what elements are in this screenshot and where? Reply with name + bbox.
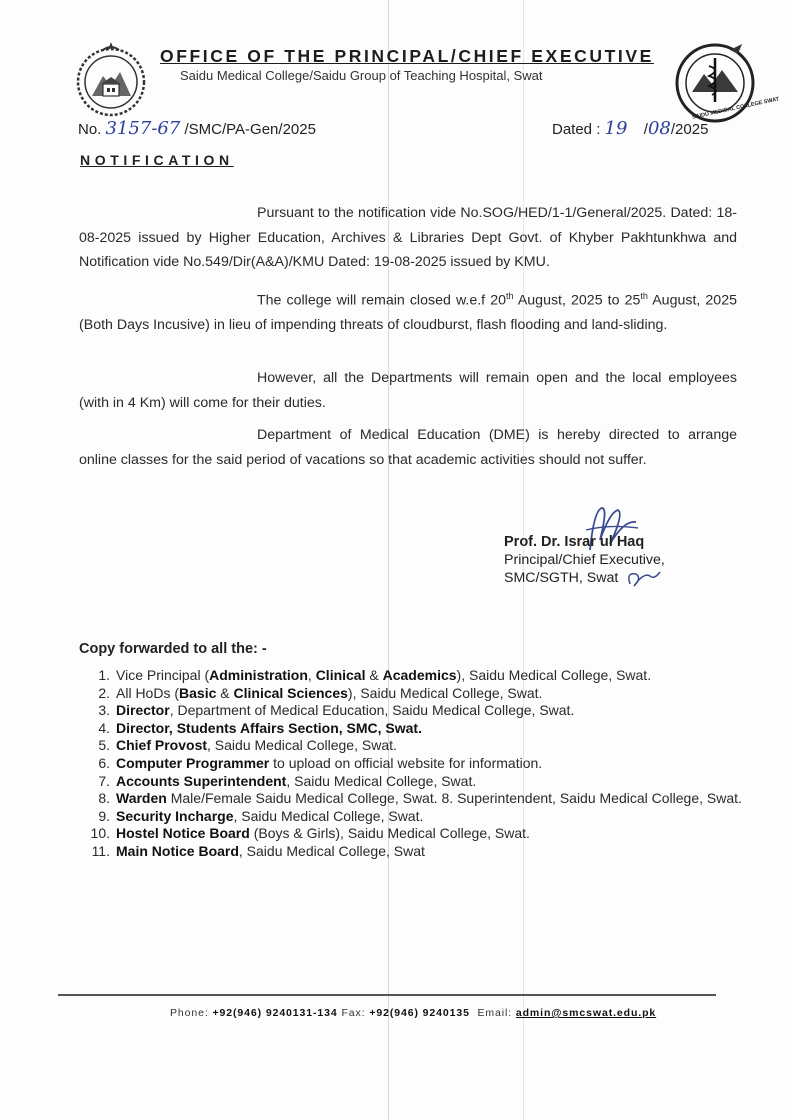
college-seal-icon <box>672 40 780 126</box>
copy-list-number: 1. <box>98 667 110 683</box>
copy-list-bold-text: Basic <box>179 684 217 701</box>
copy-list-item <box>84 825 744 843</box>
copy-list-number: 3. <box>98 702 110 719</box>
fax-number: +92(946) 9240135 <box>369 1007 470 1019</box>
copy-list-plain-text: & <box>216 684 234 701</box>
copy-forwarded-list <box>84 667 744 861</box>
paragraph-dme <box>79 423 737 472</box>
copy-list-number: 8. <box>98 790 110 807</box>
reference-number <box>78 118 316 139</box>
copy-list-item <box>84 685 744 703</box>
copy-list-item <box>84 702 744 720</box>
kpk-emblem-icon <box>70 38 152 120</box>
date-day: 19 <box>604 118 628 139</box>
copy-list-bold-text: Hostel Notice Board <box>116 825 250 842</box>
date-year: /2025 <box>670 121 709 138</box>
page-fold-line <box>388 0 389 1120</box>
copy-list-item <box>84 843 744 861</box>
copy-list-bold-text: Academics <box>382 667 457 683</box>
copy-list-item <box>84 755 744 773</box>
phone-number: +92(946) 9240131-134 <box>212 1007 338 1019</box>
copy-list-plain-text: , Saidu Medical College, Swat. <box>207 737 397 754</box>
office-title: OFFICE OF THE PRINCIPAL/CHIEF EXECUTIVE <box>160 46 654 66</box>
copy-list-text <box>116 737 744 755</box>
signatory-title: Principal/Chief Executive, <box>504 552 665 568</box>
copy-list-bold-text: Clinical Sciences <box>233 684 348 701</box>
copy-list-plain-text: , Saidu Medical College, Swat. <box>233 807 424 824</box>
date-month: 08 <box>647 118 671 139</box>
copy-list-bold-text: Main Notice Board <box>116 842 239 859</box>
reference-prefix: No. <box>78 121 102 138</box>
copy-list-bold-text: Warden <box>116 790 167 807</box>
copy-list-plain-text: , <box>307 667 316 683</box>
copy-list-plain-text: Male/Female Saidu Medical College, Swat. 8. Superintendent, Saidu Medical College, Swat. <box>166 790 742 807</box>
copy-list-bold-text: Director <box>116 702 170 719</box>
copy-list-item <box>84 737 744 755</box>
paragraph-departments-open-text: However, all the Departments will remain open and the local employees (with in 4 Km) will come for their duties. <box>79 370 737 411</box>
office-subtitle: Saidu Medical College/Saidu Group of Teaching Hospital, Swat <box>180 68 543 83</box>
copy-list-plain-text: , Saidu Medical College, Swat <box>238 842 425 859</box>
copy-list-plain-text: & <box>365 667 383 683</box>
copy-list-item <box>84 773 744 791</box>
initial-scrawl-icon <box>622 566 666 592</box>
copy-list-bold-text: Computer Programmer <box>116 754 270 771</box>
copy-list-item <box>84 808 744 826</box>
copy-list-number: 9. <box>98 807 110 824</box>
copy-list-plain-text: , Department of Medical Education, Saidu Medical College, Swat. <box>169 702 575 719</box>
copy-list-bold-text: Director, Students Affairs Section, SMC, Swat. <box>116 719 422 736</box>
paragraph-departments-open <box>79 366 737 415</box>
closure-sup-1: th <box>506 291 514 301</box>
copy-list-bold-text: Accounts Superintendent <box>116 772 287 789</box>
copy-list-item <box>84 720 744 738</box>
signatory-place: SMC/SGTH, Swat <box>504 570 619 586</box>
footer-contact <box>170 1007 656 1019</box>
email-link[interactable]: admin@smcswat.edu.pk <box>515 1007 657 1019</box>
copy-list-text <box>116 843 744 861</box>
copy-list-plain-text: (Boys & Girls), Saidu Medical College, Swat. <box>249 825 530 842</box>
copy-list-text <box>116 755 744 773</box>
copy-list-text <box>116 685 744 703</box>
closure-text-2: August, 2025 to 25 <box>513 292 641 309</box>
copy-list-number: 5. <box>98 737 110 754</box>
paragraph-dme-text: Department of Medical Education (DME) is hereby directed to arrange online classes for the said period of vacations so that academic activities should not suffer. <box>79 427 737 468</box>
copy-list-number: 2. <box>98 684 110 701</box>
closure-text-3: August, 2025 (Both Days Incusive) in lieu of impending threats of cloudburst, flash flooding and land-sliding. <box>79 292 737 334</box>
copy-list-text <box>116 702 744 720</box>
copy-list-item <box>84 790 744 808</box>
paragraph-pursuant <box>79 201 737 275</box>
email-label: Email: <box>477 1007 516 1019</box>
fax-label: Fax: <box>341 1007 370 1019</box>
date-line: Dated : 19 /08/2025 <box>552 118 709 139</box>
date-label: Dated : <box>552 121 601 138</box>
closure-text-1: The college will remain closed w.e.f 20 <box>257 292 506 309</box>
copy-list-text <box>116 720 744 738</box>
closure-sup-2: th <box>640 291 648 301</box>
copy-list-plain-text: ), Saidu Medical College, Swat. <box>347 684 543 701</box>
copy-list-text <box>116 790 744 808</box>
copy-list-plain-text: All HoDs ( <box>116 684 180 701</box>
notification-title: NOTIFICATION <box>80 152 234 168</box>
footer-divider <box>58 994 716 996</box>
copy-list-text <box>116 773 744 791</box>
copy-list-plain-text: , Saidu Medical College, Swat. <box>286 772 477 789</box>
copy-list-bold-text: Chief Provost <box>116 737 208 754</box>
copy-list-number: 4. <box>98 719 110 736</box>
copy-list-item <box>84 667 744 685</box>
paragraph-pursuant-text: Pursuant to the notification vide No.SOG/HED/1-1/General/2025. Dated: 18-08-2025 issued by Higher Education, Archives & Libraries Dept Govt. of Khyber Pakhtunkhwa and Notification vide No.549/Dir(A&A)/KMU Dated: 19-08-2025 issued by KMU. <box>79 205 737 270</box>
copy-list-plain-text: Vice Principal ( <box>116 667 210 683</box>
reference-suffix: /SMC/PA-Gen/2025 <box>184 121 316 138</box>
copy-list-bold-text: Administration <box>209 667 308 683</box>
signatory-name: Prof. Dr. Israr ul Haq <box>504 534 645 550</box>
copy-list-bold-text: Clinical <box>315 667 366 683</box>
copy-list-text <box>116 667 744 685</box>
copy-list-plain-text: ), Saidu Medical College, Swat. <box>456 667 652 683</box>
copy-list-bold-text: Security Incharge <box>116 807 234 824</box>
copy-list-plain-text: to upload on official website for information. <box>269 754 543 771</box>
copy-list-text <box>116 825 744 843</box>
seal-text: SAIDU MEDICAL COLLEGE SWAT <box>691 96 780 121</box>
reference-handwritten-number: 3157-67 <box>105 118 181 139</box>
paragraph-closure <box>79 284 737 338</box>
copy-list-number: 6. <box>98 754 110 771</box>
copy-list-text <box>116 808 744 826</box>
copy-list-number: 7. <box>98 772 110 789</box>
copy-list-number: 10. <box>90 825 110 842</box>
copy-list-number: 11. <box>91 842 110 859</box>
phone-label: Phone: <box>170 1007 213 1019</box>
copy-forwarded-heading: Copy forwarded to all the: - <box>79 641 267 657</box>
